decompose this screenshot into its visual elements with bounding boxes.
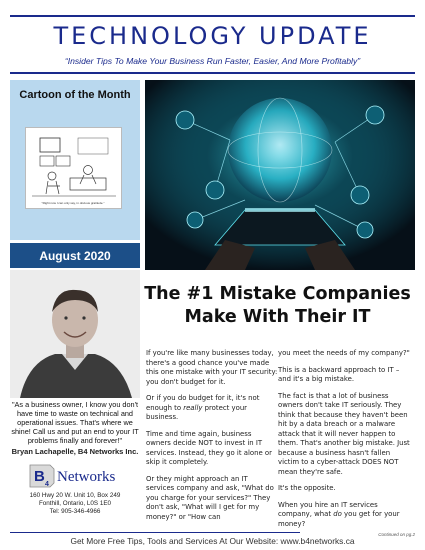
company-address: [10, 492, 140, 516]
article-headline: [140, 283, 415, 329]
b4-networks-logo: [28, 462, 128, 488]
owner-quote: "As a business owner, I know you don't have time to waste on technical and operational issues. That's where we shine! Call us and put an end to your IT problems finally and forever!": [11, 400, 139, 445]
cartoon-drawing: [26, 128, 121, 208]
article-column-1: [146, 349, 278, 529]
paragraph: This is a backward approach to IT – and it's a big mistake.: [278, 365, 400, 383]
footer-rule: [10, 532, 300, 533]
paragraph: When you hire an IT services company, what do you get for your money?: [278, 500, 400, 528]
headline-line-2: Make With Their IT: [184, 307, 371, 327]
hero-image: [145, 80, 415, 270]
cartoon-caption: "Right now I can only say, in obvious gratitude.": [41, 201, 105, 205]
article-column-2: [278, 349, 410, 536]
paragraph: you meet the needs of my company?": [278, 349, 410, 357]
quote-author: Bryan Lachapelle, B4 Networks Inc.: [11, 447, 139, 456]
newsletter-title: TECHNOLOGY UPDATE: [53, 22, 372, 50]
top-rule: [10, 15, 415, 17]
hero-network-illustration: [145, 80, 415, 270]
address-line-2: Fonthill, Ontario, L0S 1E0: [38, 500, 112, 507]
paragraph: Time and time again, business owners decide NOT to invest in IT services. Instead, they go it alone or skip it completely.: [146, 429, 272, 466]
issue-month: August 2020: [39, 249, 111, 263]
paragraph: The fact is that a lot of business owners don't take IT seriously. They think that because they haven't been hit by a data breach or a malware attack that it will never happen to them. That's another big mistake. Just because a business hasn't fallen victim to a cyber-attack DOES NOT mean they're safe.: [278, 391, 410, 476]
phone-number: Tel: 905-346-4966: [49, 508, 101, 515]
cartoon-illustration: [25, 127, 122, 209]
tagline: “Insider Tips To Make Your Business Run Faster, Easier, And More Profitably”: [64, 56, 361, 66]
continued-note: Continued on pg.2: [378, 532, 415, 537]
logo-4: 4: [45, 481, 49, 488]
logo-graphic: [28, 462, 128, 488]
logo-networks: Networks: [57, 469, 116, 485]
headline-line-1: The #1 Mistake Companies: [144, 284, 411, 304]
cartoon-title: Cartoon of the Month: [19, 89, 131, 101]
paragraph: Or if you do budget for it, it's not enough to really protect your business.: [146, 394, 260, 421]
author-portrait: [10, 270, 140, 398]
masthead-rule: [10, 72, 415, 74]
logo-b: B: [34, 468, 45, 485]
paragraph: It's the opposite.: [278, 484, 336, 492]
paragraph: Or they might approach an IT services company and ask, "What do you charge for your services?" They don't ask, "What will I get for my money?" or "How can: [146, 474, 274, 521]
portrait-photo: [10, 270, 140, 398]
paragraph: If you're like many businesses today, there's a good chance you've made this one mistake with your IT security: you don't budget for it.: [146, 349, 278, 386]
address-line-1: 160 Hwy 20 W. Unit 10, Box 249: [29, 492, 121, 499]
footer-text: Get More Free Tips, Tools and Services At Our Website: www.b4networks.ca: [70, 536, 355, 546]
